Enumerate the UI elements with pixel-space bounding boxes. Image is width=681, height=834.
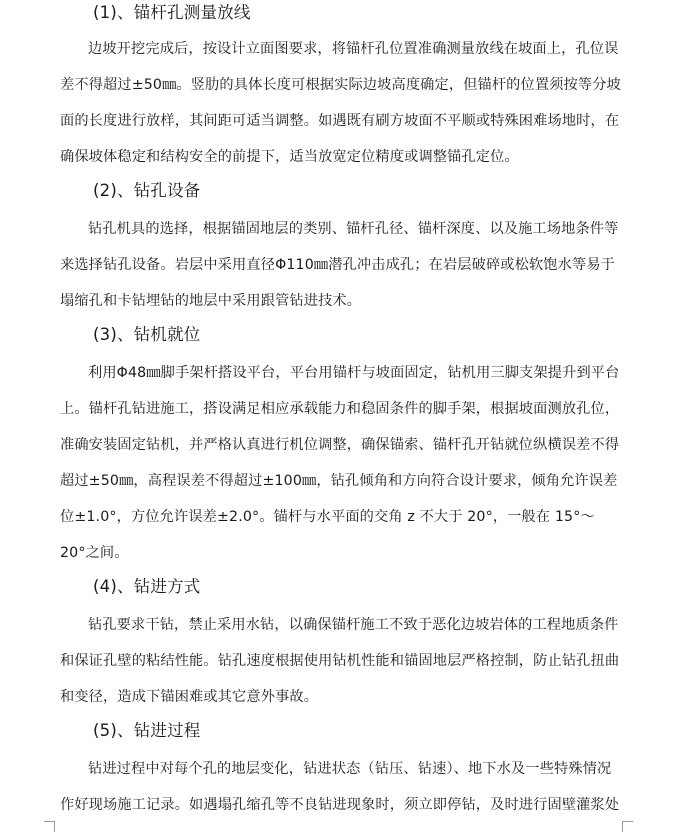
section-3-heading: (3)、钻机就位 bbox=[93, 325, 201, 344]
section-3-line-5: 位±1.0°，方位允许误差±2.0°。锚杆与水平面的交角 z 不大于 20°，一般在 15°～ bbox=[60, 509, 595, 525]
margin-corner-mark-right bbox=[622, 821, 633, 832]
section-5-heading: (5)、钻进过程 bbox=[93, 721, 201, 740]
section-3-line-1: 利用Φ48㎜脚手架杆搭设平台，平台用锚杆与坡面固定，钻机用三脚支架提升到平台 bbox=[88, 365, 620, 381]
section-4-line-1: 钻孔要求干钻，禁止采用水钻，以确保锚杆施工不致于恶化边坡岩体的工程地质条件 bbox=[88, 617, 619, 633]
section-3-line-4: 超过±50㎜，高程误差不得超过±100㎜，钻孔倾角和方向符合设计要求，倾角允许误差 bbox=[60, 473, 618, 489]
section-5-line-2: 作好现场施工记录。如遇塌孔缩孔等不良钻进现象时，须立即停钻，及时进行固壁灌浆处 bbox=[60, 797, 620, 813]
section-3-line-3: 准确安装固定钻机，并严格认真进行机位调整，确保锚索、锚杆孔开钻就位纵横误差不得 bbox=[60, 437, 620, 453]
section-2-line-3: 塌缩孔和卡钻埋钻的地层中采用跟管钻进技术。 bbox=[60, 293, 362, 309]
section-2-line-2: 来选择钻孔设备。岩层中采用直径Φ110㎜潜孔冲击成孔；在岩层破碎或松软饱水等易于 bbox=[60, 257, 615, 273]
margin-corner-mark-left bbox=[44, 821, 55, 832]
section-3-line-6: 20°之间。 bbox=[60, 545, 129, 561]
section-1-heading: (1)、锚杆孔测量放线 bbox=[93, 3, 251, 22]
section-2-heading: (2)、钻孔设备 bbox=[93, 181, 201, 200]
section-1-line-4: 确保坡体稳定和结构安全的前提下，适当放宽定位精度或调整锚孔定位。 bbox=[60, 149, 519, 165]
section-4-line-3: 和变径，造成下锚困难或其它意外事故。 bbox=[60, 689, 319, 705]
section-1-line-1: 边坡开挖完成后，按设计立面图要求，将锚杆孔位置准确测量放线在坡面上，孔位误 bbox=[88, 41, 619, 57]
section-4-line-2: 和保证孔壁的粘结性能。钻孔速度根据使用钻机性能和锚固地层严格控制，防止钻孔扭曲 bbox=[60, 653, 620, 669]
section-3-line-2: 上。锚杆孔钻进施工，搭设满足相应承载能力和稳固条件的脚手架，根据坡面测放孔位， bbox=[60, 401, 620, 417]
section-1-line-3: 面的长度进行放样，其间距可适当调整。如遇既有刷方坡面不平顺或特殊困难场地时，在 bbox=[60, 113, 620, 129]
section-2-line-1: 钻孔机具的选择，根据锚固地层的类别、锚杆孔径、锚杆深度、以及施工场地条件等 bbox=[88, 221, 619, 237]
section-1-line-2: 差不得超过±50㎜。竖肋的具体长度可根据实际边坡高度确定，但锚杆的位置须按等分坡 bbox=[60, 77, 621, 93]
section-5-line-1: 钻进过程中对每个孔的地层变化，钻进状态（钻压、钻速）、地下水及一些特殊情况 bbox=[88, 761, 612, 777]
section-4-heading: (4)、钻进方式 bbox=[93, 577, 201, 596]
